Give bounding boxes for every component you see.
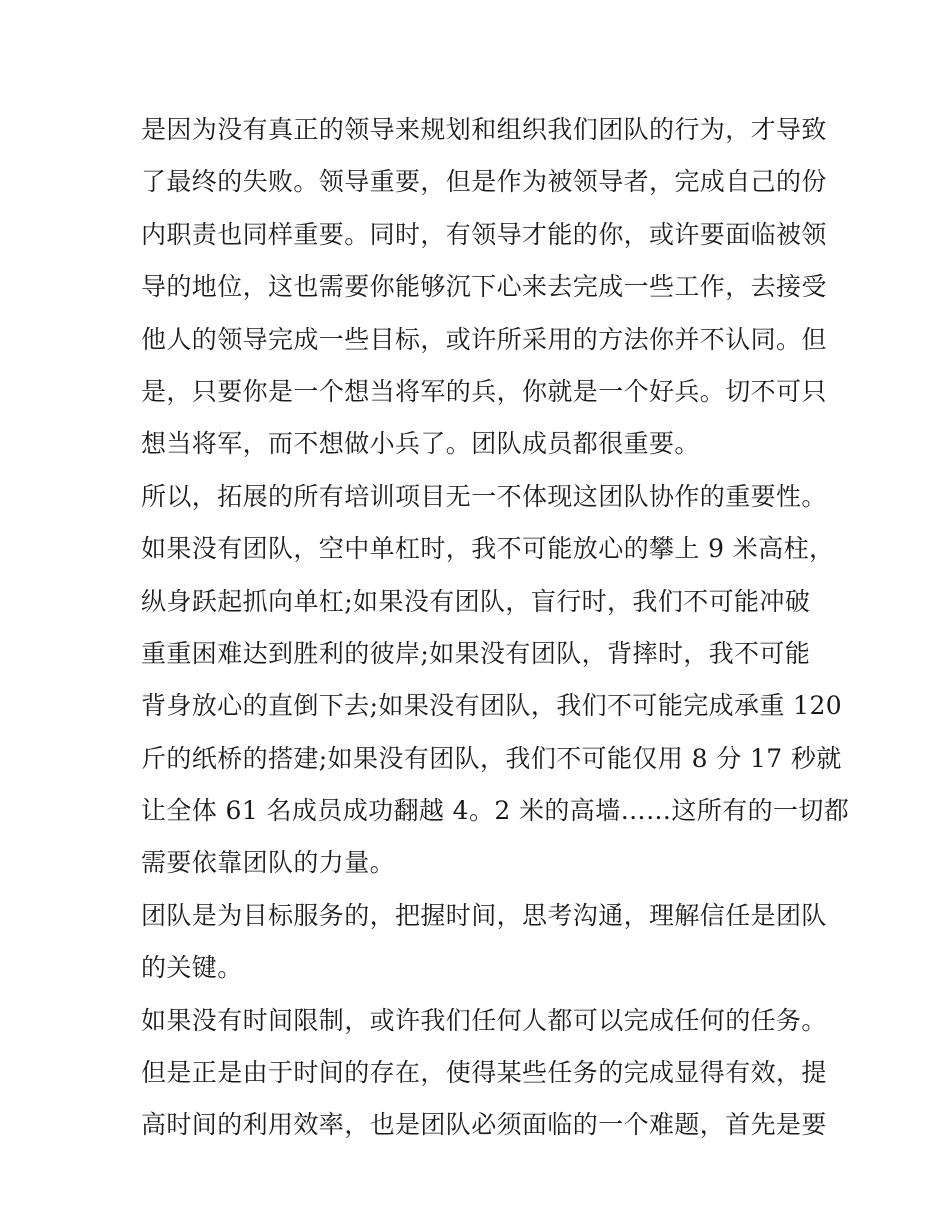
text-line: 他人的领导完成一些目标，或许所采用的方法你并不认同。但 [141,324,827,354]
text-line: 但是正是由于时间的存在，使得某些任务的完成显得有效，提 [141,1058,827,1088]
text-line: 是因为没有真正的领导来规划和组织我们团队的行为，才导致 [141,115,827,144]
text-line: 导的地位，这也需要你能够沉下心来去完成一些工作，去接受 [141,272,827,302]
text-line: 了最终的失败。领导重要，但是作为被领导者，完成自己的份 [141,167,827,197]
text-line: 的关键。 [141,953,243,983]
text-line: 如果没有时间限制，或许我们任何人都可以完成任何的任务。 [141,1005,827,1035]
text-line: 高时间的利用效率，也是团队必须面临的一个难题，首先是要 [141,1110,827,1140]
text-line: 背身放心的直倒下去;如果没有团队，我们不可能完成承重 120 [141,691,843,721]
body-text [141,104,850,1152]
text-line: 所以，拓展的所有培训项目无一不体现这团队协作的重要性。 [141,481,827,511]
text-line: 如果没有团队，空中单杠时，我不可能放心的攀上 9 米高柱， [141,534,835,564]
text-line: 是，只要你是一个想当将军的兵，你就是一个好兵。切不可只 [141,376,827,406]
text-line: 斤的纸桥的搭建;如果没有团队，我们不可能仅用 8 分 17 秒就 [141,743,842,773]
text-line: 内职责也同样重要。同时，有领导才能的你，或许要面临被领 [141,219,827,249]
text-line: 纵身跃起抓向单杠;如果没有团队，盲行时，我们不可能冲破 [141,586,811,616]
text-line: 重重困难达到胜利的彼岸;如果没有团队，背摔时，我不可能 [141,638,811,668]
text-line: 想当将军，而不想做小兵了。团队成员都很重要。 [141,429,700,459]
text-line: 需要依靠团队的力量。 [141,848,396,878]
text-line: 让全体 61 名成员成功翻越 4。2 米的高墙……这所有的一切都 [141,796,850,826]
text-line: 团队是为目标服务的，把握时间，思考沟通，理解信任是团队 [141,900,827,930]
